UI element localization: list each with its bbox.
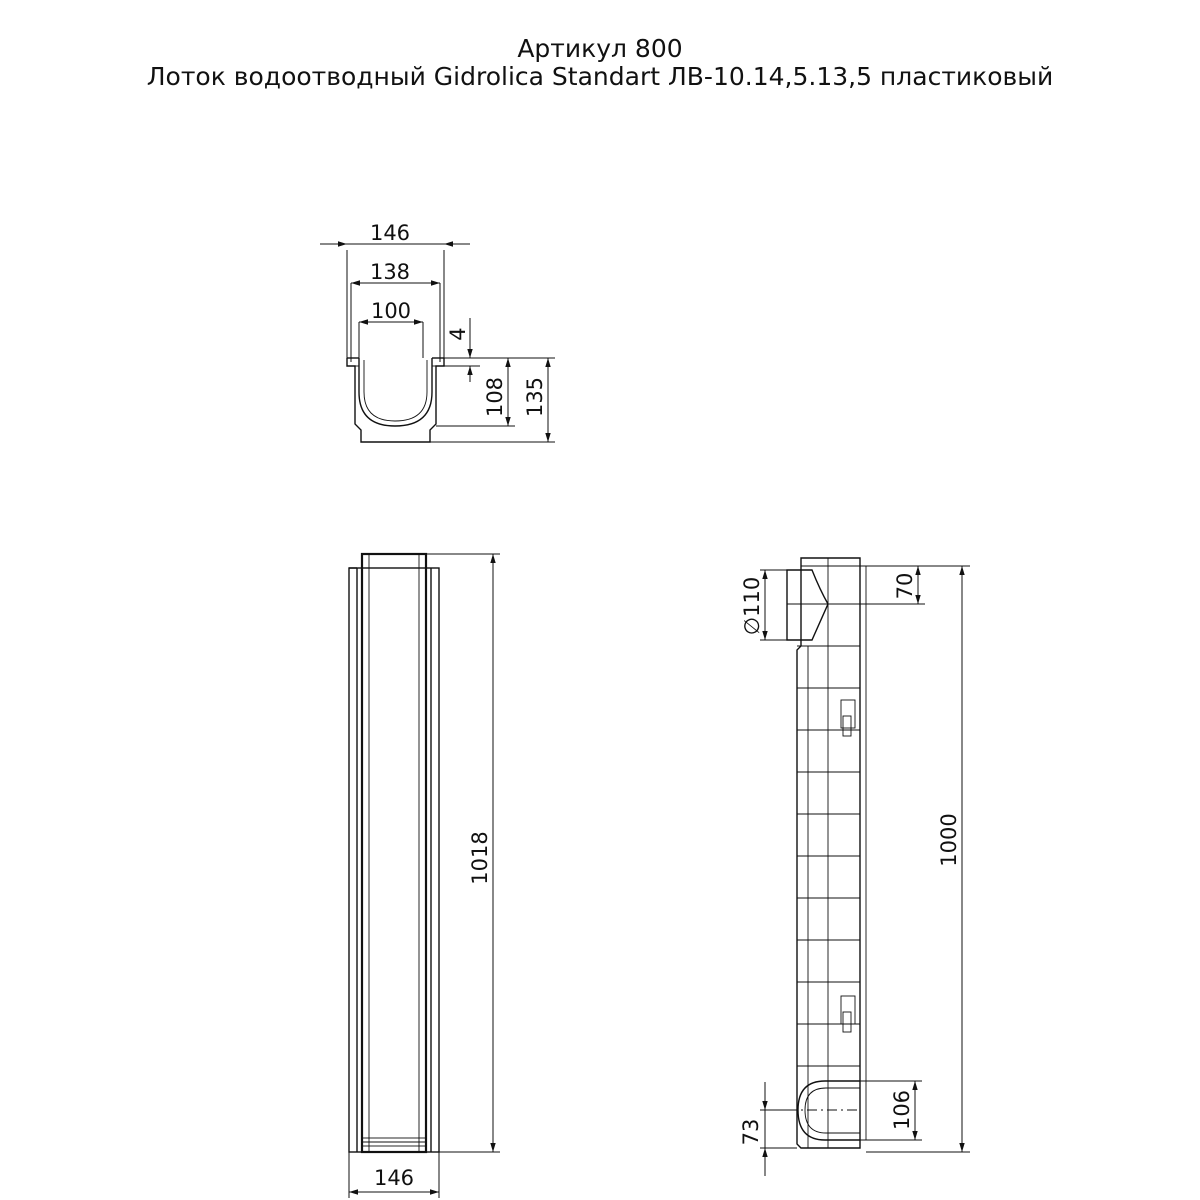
dim-total-height: 135 — [523, 376, 547, 418]
cross-section-view — [320, 221, 555, 442]
side-view-outline — [797, 558, 860, 1148]
side-end-profile — [798, 1081, 860, 1140]
top-view — [349, 554, 500, 1198]
dim-side-length: 1000 — [937, 813, 961, 867]
dim-top-width: 146 — [373, 1166, 415, 1190]
dim-top-length: 1018 — [468, 831, 492, 885]
dim-bottom-outlet-height: 73 — [739, 1118, 763, 1146]
dim-outer-width: 146 — [369, 221, 411, 245]
section-channel-profile — [359, 358, 432, 426]
dim-inner-width: 138 — [369, 260, 411, 284]
side-ribs — [797, 604, 860, 1148]
top-view-channel — [362, 554, 426, 1152]
side-view — [739, 558, 970, 1176]
dim-end-height: 106 — [890, 1089, 914, 1131]
dim-rim: 4 — [446, 327, 470, 341]
drawing-title-article: Артикул 800 — [517, 34, 683, 63]
dim-channel-depth: 108 — [483, 376, 507, 418]
dim-outlet-offset: 70 — [893, 572, 917, 600]
dim-channel-width: 100 — [370, 299, 412, 323]
side-outlet-pipe — [787, 570, 828, 640]
drawing-title-product: Лоток водоотводный Gidrolica Standart ЛВ-10.14,5.13,5 пластиковый — [146, 62, 1054, 91]
section-outer-profile — [347, 358, 444, 442]
dim-outlet-diameter: ∅110 — [740, 576, 764, 636]
